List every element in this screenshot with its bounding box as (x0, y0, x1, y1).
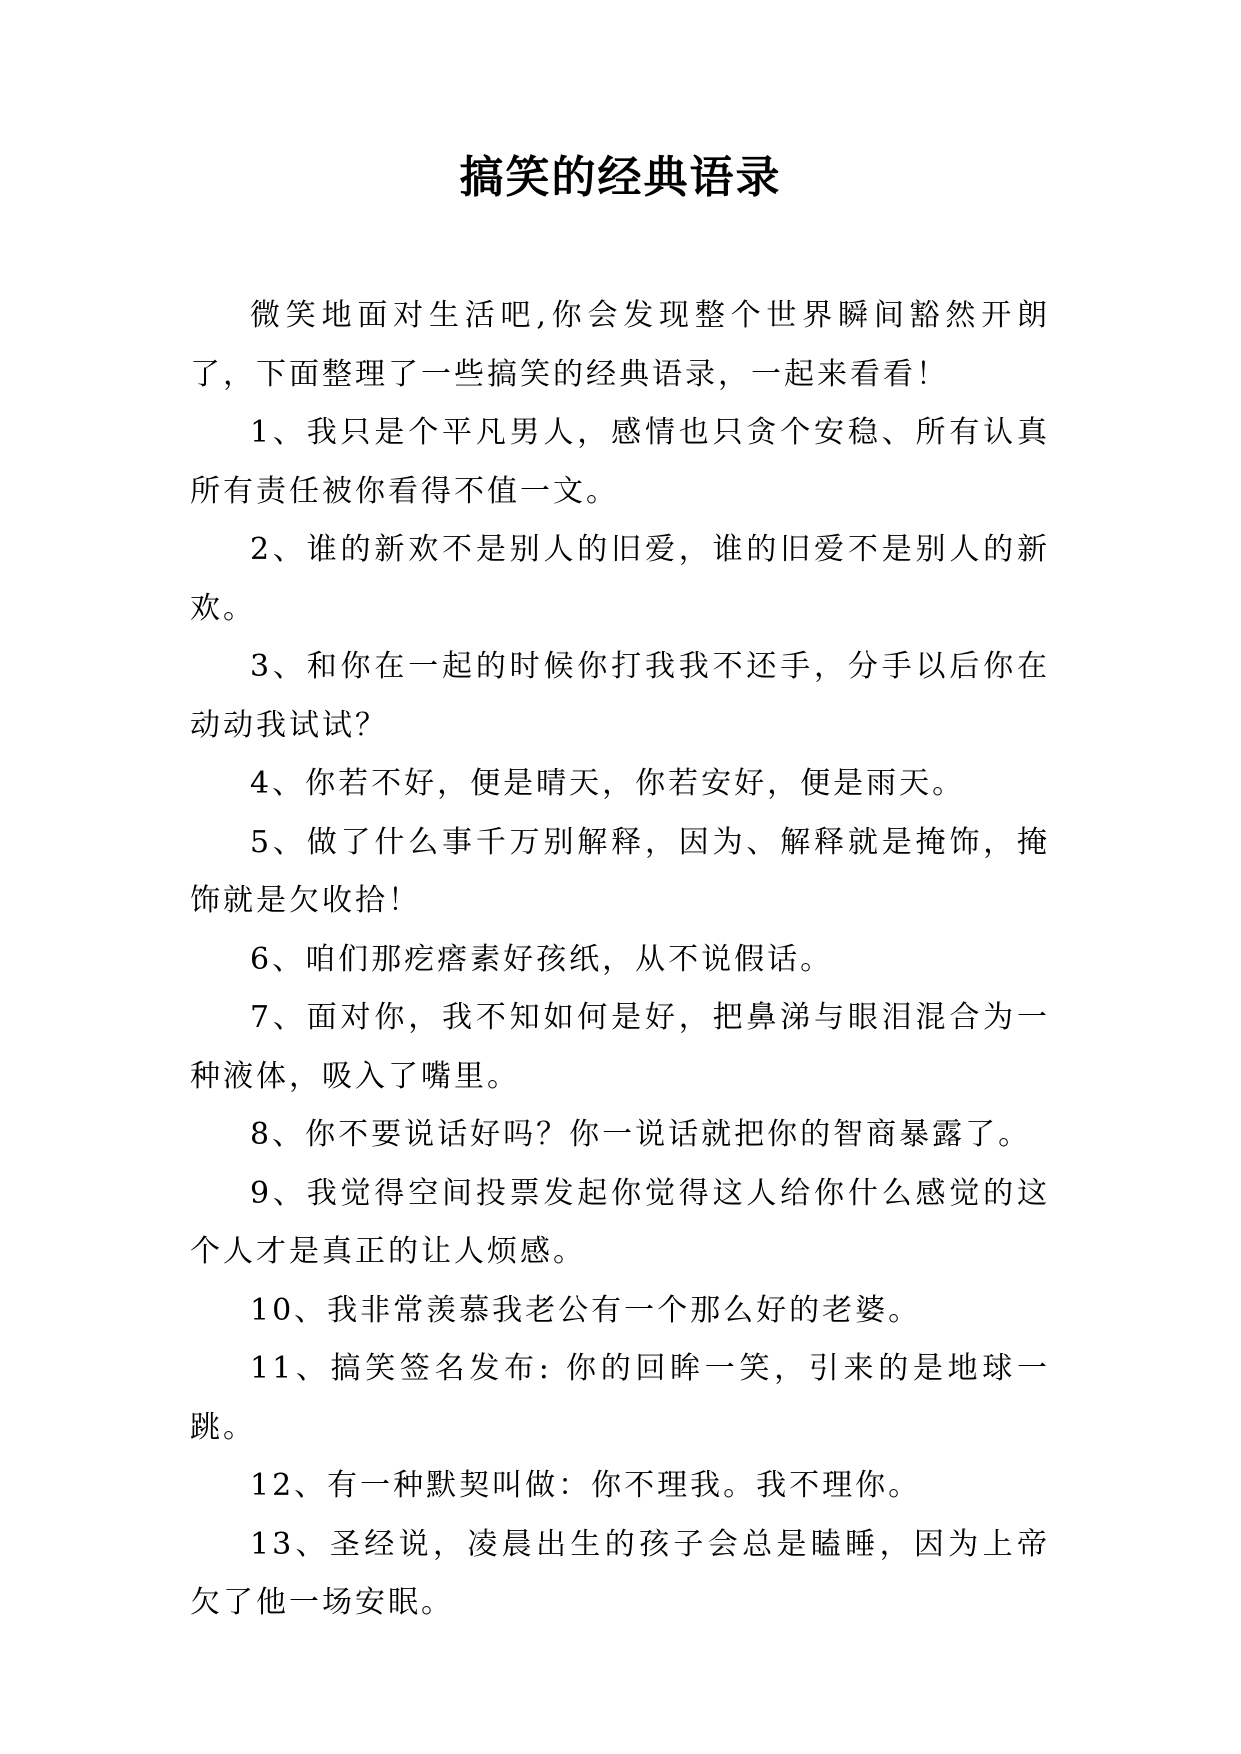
intro-paragraph: 微笑地面对生活吧,你会发现整个世界瞬间豁然开朗了，下面整理了一些搞笑的经典语录，一起来看看！ (190, 298, 1050, 392)
document-body (190, 287, 1050, 1633)
quote-paragraph: 8、你不要说话好吗？你一说话就把你的智商暴露了。 (250, 1117, 1032, 1152)
quote-paragraph: 9、我觉得空间投票发起你觉得这人给你什么感觉的这个人才是真正的让人烦感。 (190, 1175, 1050, 1269)
quote-paragraph: 2、谁的新欢不是别人的旧爱，谁的旧爱不是别人的新欢。 (190, 532, 1050, 626)
quote-paragraph: 4、你若不好，便是晴天，你若安好，便是雨天。 (250, 766, 966, 801)
quote-paragraph: 7、面对你，我不知如何是好，把鼻涕与眼泪混合为一种液体，吸入了嘴里。 (190, 1000, 1050, 1094)
quote-paragraph: 11、搞笑签名发布: 你的回眸一笑，引来的是地球一跳。 (190, 1351, 1050, 1445)
quote-paragraph: 1、我只是个平凡男人，感情也只贪个安稳、所有认真所有责任被你看得不值一文。 (190, 415, 1050, 509)
page-title: 搞笑的经典语录 (459, 152, 782, 203)
quote-paragraph: 6、咱们那疙瘩素好孩纸，从不说假话。 (250, 941, 834, 977)
quote-paragraph: 12、有一种默契叫做：你不理我。我不理你。 (250, 1468, 922, 1503)
quote-paragraph: 3、和你在一起的时候你打我我不还手，分手以后你在动动我试试？ (190, 649, 1050, 743)
quote-paragraph: 10、我非常羡慕我老公有一个那么好的老婆。 (250, 1292, 922, 1328)
quote-paragraph: 13、圣经说，凌晨出生的孩子会总是瞌睡，因为上帝欠了他一场安眠。 (190, 1526, 1050, 1620)
quote-paragraph: 5、做了什么事千万别解释，因为、解释就是掩饰，掩饰就是欠收拾！ (190, 824, 1050, 918)
